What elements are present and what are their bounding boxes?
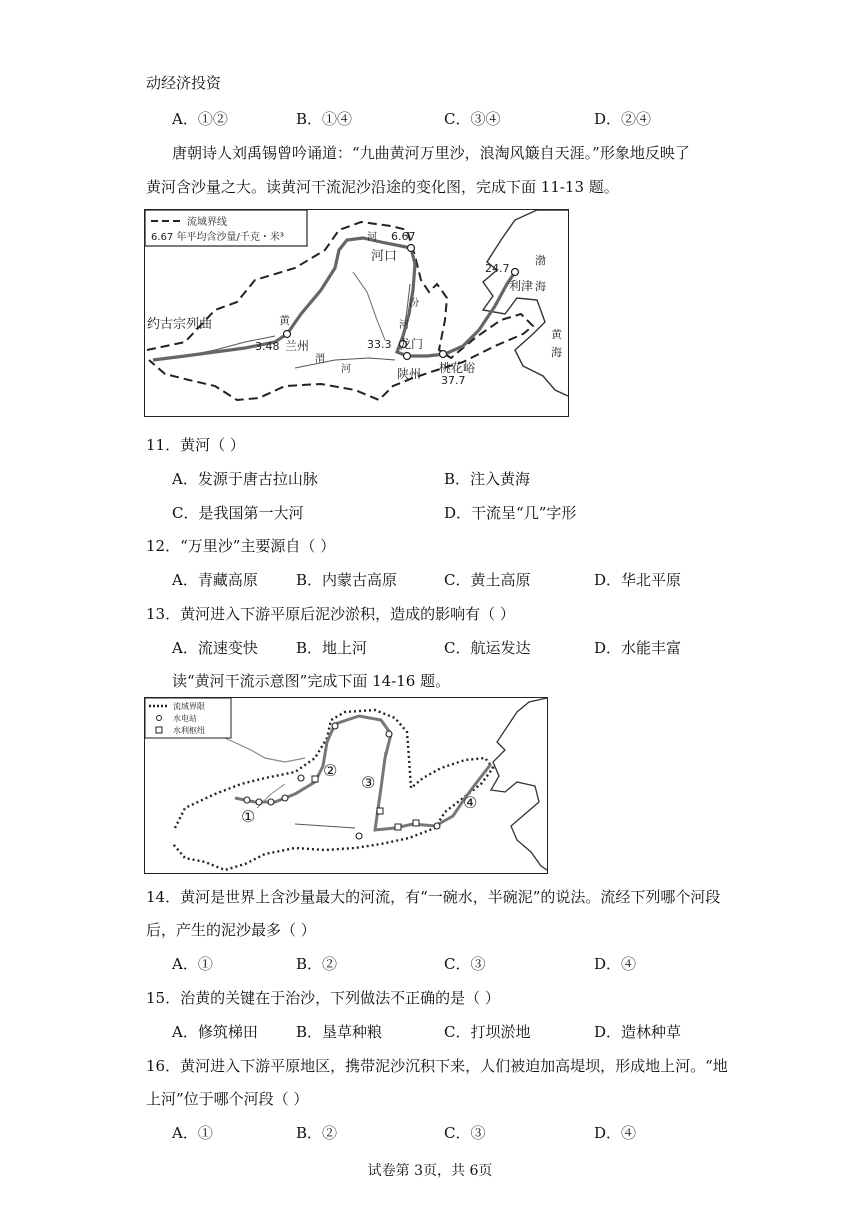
fen-char-label: 汾 [409,298,419,309]
station-legend-swatch [157,716,162,721]
q12-option-b: B．内蒙古高原 [296,571,398,589]
q14-option-c: C．③ [444,955,486,973]
lanzhou-station [284,331,291,338]
q14-option-d: D．④ [594,955,637,973]
huang-char-label: 黄 [279,314,290,327]
q11-option-c: C．是我国第一大河 [172,504,304,522]
q11-option-b: B．注入黄海 [444,470,531,488]
q16-option-a: A．① [172,1124,213,1142]
he-top-label: 河 [367,232,377,243]
wei-char-label: 渭 [315,354,325,365]
hub-legend-swatch [156,727,162,733]
q16-option-d: D．④ [594,1124,637,1142]
segment-mark-3: ③ [361,773,376,792]
bohai-char1: 渤 [535,254,546,267]
q15-stem: 15．治黄的关键在于治沙，下列做法不正确的是（ ） [146,989,500,1007]
yuegu-label: 约古宗列曲 [147,317,213,332]
lijin-label: 利津 [509,279,534,293]
shanzhou-station [404,353,411,360]
q13-option-b: B．地上河 [296,639,368,657]
q10-option-a: A．①② [172,110,228,128]
legend-boundary-label: 流域界线 [187,217,227,228]
taohuayu-value: 37.7 [441,374,466,387]
tributary [353,272,385,340]
q10-option-d: D．②④ [594,110,652,128]
power-station [256,799,262,805]
power-station [386,731,392,737]
q16-stem-line1: 16．黄河进入下游平原地区，携带泥沙沉积下来，人们被迫加高堤坝，形成地上河。“地 [146,1057,728,1075]
bohai-char2: 海 [535,280,546,293]
q12-option-c: C．黄土高原 [444,571,531,589]
q11-option-d: D．干流呈“几”字形 [444,504,577,522]
q12-stem: 12．“万里沙”主要源自（ ） [146,537,336,555]
fen-he-label: 河 [399,320,409,331]
power-station [268,799,274,805]
taohuayu-station [440,351,447,358]
q16-stem-line2: 上河”位于哪个河段（ ） [146,1090,309,1108]
lanzhou-label: 兰州 [285,339,310,353]
q10-option-c: C．③④ [444,110,501,128]
hekou-value: 6.67 [391,230,416,243]
huanghai-char2: 海 [551,346,562,359]
lanzhou-value: 3.48 [255,340,280,353]
legend-boundary-label: 流域界限 [173,702,205,711]
q14-stem-line1: 14．黄河是世界上含沙量最大的河流，有“一碗水，半碗泥”的说法。流经下列哪个河段 [146,888,721,906]
longmen-value: 33.3 [367,338,392,351]
power-station [282,795,288,801]
power-station [244,797,250,803]
legend-station-label: 水电站 [173,714,197,723]
hekou-label: 河口 [371,249,398,264]
q14-stem-line2: 后，产生的泥沙最多（ ） [146,921,316,939]
coastline [491,698,547,870]
huanghai-char1: 黄 [551,328,562,341]
previous-question-fragment: 动经济投资 [146,74,222,92]
intro-14-16: 读“黄河干流示意图”完成下面 14-16 题。 [172,672,451,690]
legend-hub-label: 水利枢纽 [173,726,205,735]
q15-option-a: A．修筑梯田 [172,1023,258,1041]
longmen-label: 龙门 [399,337,424,351]
power-station [434,823,440,829]
q14-option-a: A．① [172,955,213,973]
wei-river [295,824,355,828]
lijin-station [512,269,519,276]
q11-stem: 11．黄河（ ） [146,436,245,454]
lijin-value: 24.7 [485,262,510,275]
q11-option-a: A．发源于唐古拉山脉 [172,470,318,488]
power-station [356,833,362,839]
power-station [298,775,304,781]
water-hub [395,824,401,830]
q14-option-b: B．② [296,955,338,973]
yellow-river-mainstream-map [144,697,548,874]
segment-mark-1: ① [241,807,256,826]
q16-option-c: C．③ [444,1124,486,1142]
q13-option-d: D．水能丰富 [594,639,682,657]
segment-mark-2: ② [323,761,338,780]
q13-option-a: A．流速变快 [172,639,258,657]
segment-mark-4: ④ [463,793,478,812]
q10-option-b: B．①④ [296,110,353,128]
taohuayu-label: 桃花峪 [439,361,476,375]
q15-option-c: C．打坝淤地 [444,1023,531,1041]
yellow-river-sediment-map [144,209,569,417]
hekou-station [408,245,415,252]
water-hub [312,776,318,782]
page-footer: 试卷第 3页，共 6页 [367,1163,493,1179]
q12-option-a: A．青藏高原 [172,571,258,589]
q12-option-d: D．华北平原 [594,571,682,589]
wei-he-label: 河 [341,364,351,375]
q16-option-b: B．② [296,1124,338,1142]
q15-option-b: B．垦草种粮 [296,1023,383,1041]
q13-stem: 13．黄河进入下游平原后泥沙淤积，造成的影响有（ ） [146,605,515,623]
tributary [225,738,305,762]
legend-sediment-label: 6.67 年平均含沙量/千克・米³ [151,232,284,243]
intro-11-13-line2: 黄河含沙量之大。读黄河干流泥沙沿途的变化图，完成下面 11-13 题。 [146,178,619,196]
power-station [332,723,338,729]
water-hub [377,808,383,814]
q15-option-d: D．造林种草 [594,1023,682,1041]
q13-option-c: C．航运发达 [444,639,531,657]
shanzhou-label: 陕州 [397,367,422,381]
water-hub [413,820,419,826]
yellow-river-main-stream [153,238,515,360]
intro-11-13-line1: 唐朝诗人刘禹锡曾吟诵道：“九曲黄河万里沙，浪淘风簸自天涯。”形象地反映了 [172,144,690,162]
